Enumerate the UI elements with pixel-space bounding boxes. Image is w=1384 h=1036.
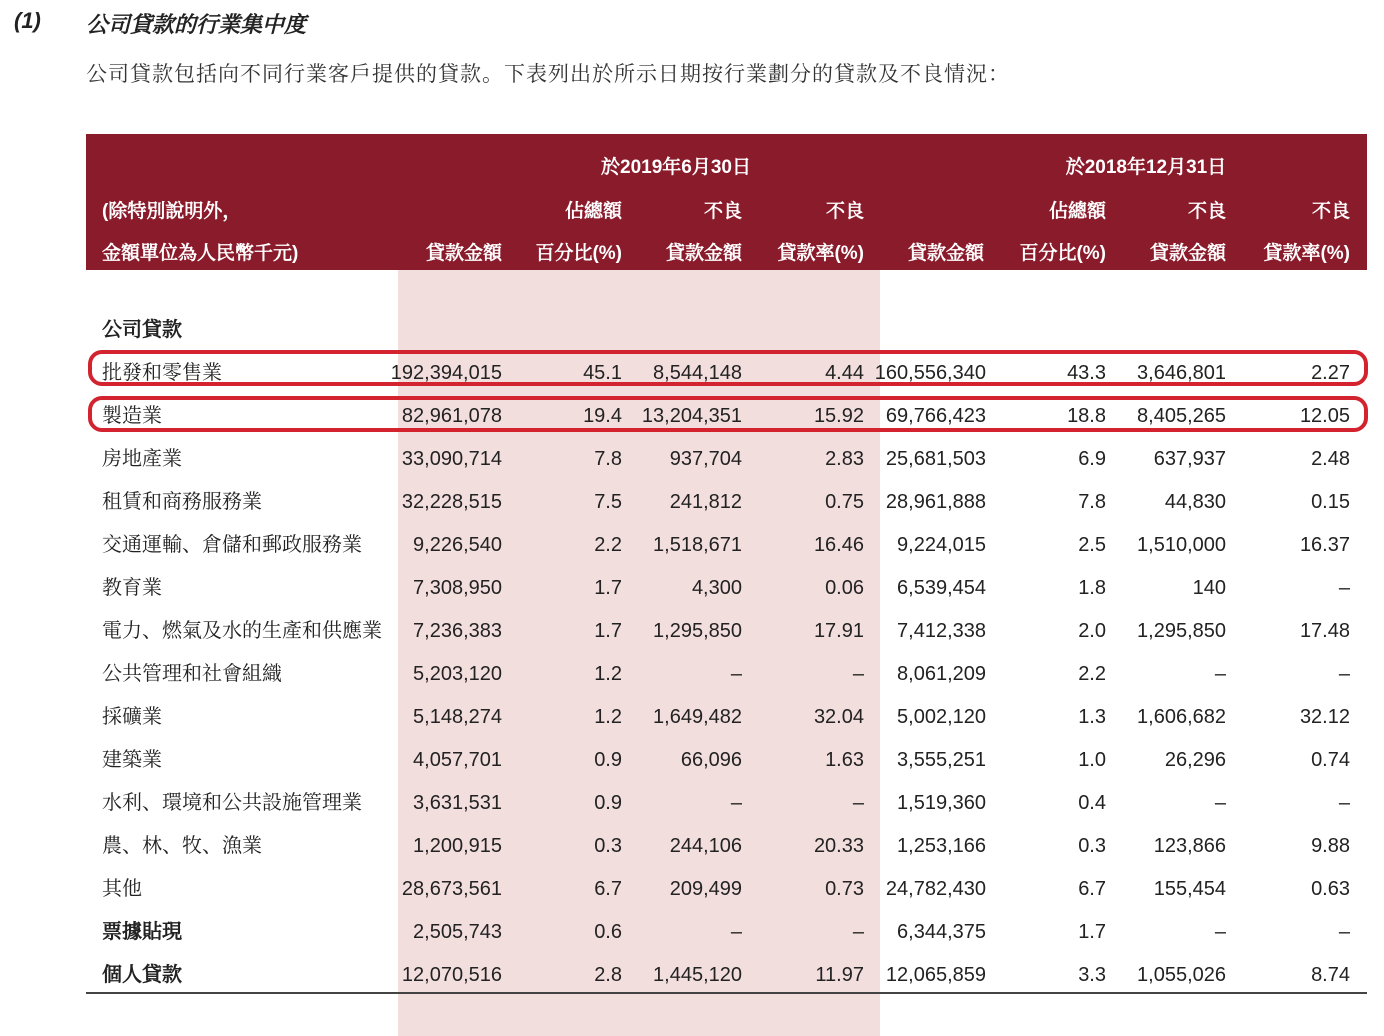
cell-r1: 0.06 [825,577,864,599]
cell-p2: 1.0 [1078,749,1106,771]
section-title: 公司貸款的行業集中度 [86,13,307,38]
col-rate-top-1: 不良 [825,201,864,222]
col-pct-bottom-1: 百分比(%) [535,243,622,264]
cell-a2: 12,065,859 [885,964,986,986]
cell-p2: 2.0 [1078,620,1106,642]
table-row [86,654,1367,694]
unit-note-line1: (除特別說明外， [102,201,242,222]
cell-p1: 1.2 [594,706,622,728]
cell-n1: 241,812 [669,491,742,513]
row-label: 製造業 [102,405,162,427]
table-row [86,955,1367,995]
cell-a1: 2,505,743 [413,921,502,943]
cell-r1: 4.44 [825,362,864,384]
table-row [86,568,1367,608]
cell-p1: 0.6 [594,921,622,943]
cell-n1: 209,499 [669,878,742,900]
cell-r1: 15.92 [813,405,864,427]
cell-n1: 1,649,482 [653,706,742,728]
cell-n2: 8,405,265 [1137,405,1226,427]
cell-p2: 2.2 [1078,663,1106,685]
cell-n2: – [1214,792,1226,814]
cell-a1: 3,631,531 [413,792,502,814]
col-loan-amount-2: 貸款金額 [907,243,984,264]
col-npl-top-2: 不良 [1187,201,1226,222]
highlight-manufacturing-row [88,396,1368,432]
cell-n2: 155,454 [1153,878,1226,900]
cell-a2: 160,556,340 [874,362,986,384]
col-npl-top-1: 不良 [703,201,742,222]
table-header [86,134,1367,270]
cell-r2: 0.63 [1311,878,1350,900]
table-row [86,912,1367,952]
cell-r2: 12.05 [1299,405,1350,427]
cell-r1: 17.91 [813,620,864,642]
cell-a2: 8,061,209 [897,663,986,685]
cell-p2: 1.7 [1078,921,1106,943]
row-label: 租賃和商務服務業 [102,491,262,513]
cell-a2: 6,344,375 [897,921,986,943]
cell-a2: 1,519,360 [897,792,986,814]
cell-r2: 0.15 [1311,491,1350,513]
cell-n2: 637,937 [1153,448,1226,470]
period1-header: 於2019年6月30日 [601,157,751,178]
cell-r1: 16.46 [813,534,864,556]
cell-r2: – [1338,577,1350,599]
cell-a1: 7,236,383 [413,620,502,642]
row-label: 其他 [102,878,142,900]
cell-a1: 33,090,714 [401,448,502,470]
cell-r1: 32.04 [813,706,864,728]
highlight-wholesale-row [88,350,1368,386]
cell-r1: 11.97 [815,964,864,986]
cell-n1: 244,106 [669,835,742,857]
cell-n2: 1,510,000 [1137,534,1226,556]
cell-r2: 2.48 [1311,448,1350,470]
cell-r2: – [1338,792,1350,814]
cell-n2: 26,296 [1164,749,1226,771]
row-label: 批發和零售業 [102,362,222,384]
cell-p2: 18.8 [1067,405,1106,427]
cell-n2: 44,830 [1164,491,1226,513]
cell-n1: 66,096 [680,749,742,771]
cell-n2: 1,295,850 [1137,620,1226,642]
row-label: 建築業 [102,749,162,771]
cell-p2: 2.5 [1078,534,1106,556]
cell-r2: 9.88 [1311,835,1350,857]
col-rate-bottom-1: 貸款率(%) [777,243,864,264]
row-label: 採礦業 [102,706,162,728]
cell-a2: 69,766,423 [885,405,986,427]
row-label: 農、林、牧、漁業 [102,835,262,857]
cell-a2: 7,412,338 [897,620,986,642]
cell-r1: – [852,792,864,814]
cell-p1: 2.2 [594,534,622,556]
cell-r1: – [852,663,864,685]
col-npl-bottom-1: 貸款金額 [665,243,742,264]
cell-p1: 1.7 [594,620,622,642]
cell-a2: 9,224,015 [897,534,986,556]
row-label: 公共管理和社會組織 [102,663,282,685]
cell-r2: 16.37 [1299,534,1350,556]
table-bottom-rule [86,992,1367,994]
cell-a1: 4,057,701 [413,749,502,771]
cell-a2: 1,253,166 [897,835,986,857]
cell-r1: 0.73 [825,878,864,900]
cell-p1: 45.1 [583,362,622,384]
col-pct-top-1: 佔總額 [564,201,622,222]
cell-p2: 7.8 [1078,491,1106,513]
cell-r2: 0.74 [1311,749,1350,771]
cell-n1: 1,518,671 [653,534,742,556]
col-loan-amount-1: 貸款金額 [425,243,502,264]
cell-n1: – [730,792,742,814]
table-row [86,740,1367,780]
cell-p2: 3.3 [1078,964,1106,986]
cell-a1: 1,200,915 [413,835,502,857]
cell-n1: 937,704 [669,448,742,470]
cell-r1: – [852,921,864,943]
cell-a1: 12,070,516 [401,964,502,986]
cell-p1: 1.7 [594,577,622,599]
col-pct-top-2: 佔總額 [1048,201,1106,222]
group-row [86,310,1367,350]
cell-r2: – [1338,921,1350,943]
cell-p2: 1.3 [1078,706,1106,728]
cell-a1: 7,308,950 [413,577,502,599]
col-npl-bottom-2: 貸款金額 [1149,243,1226,264]
row-label: 電力、燃氣及水的生產和供應業 [102,620,382,642]
cell-a2: 6,539,454 [897,577,986,599]
cell-p1: 0.9 [594,749,622,771]
cell-n2: 123,866 [1153,835,1226,857]
cell-p1: 0.9 [594,792,622,814]
cell-p1: 1.2 [594,663,622,685]
cell-n2: – [1214,663,1226,685]
cell-a1: 32,228,515 [401,491,502,513]
group-label: 公司貸款 [102,319,182,341]
period2-header: 於2018年12月31日 [1065,157,1227,178]
row-label: 水利、環境和公共設施管理業 [102,792,362,814]
cell-p1: 7.8 [594,448,622,470]
row-label: 個人貸款 [102,964,182,986]
table-row [86,611,1367,651]
unit-note-line2: 金額單位為人民幣千元) [102,243,299,264]
cell-n1: 8,544,148 [653,362,742,384]
cell-p2: 6.7 [1078,878,1106,900]
col-rate-top-2: 不良 [1311,201,1350,222]
cell-a1: 5,203,120 [413,663,502,685]
cell-p2: 0.4 [1078,792,1106,814]
table-row [86,826,1367,866]
cell-r1: 1.63 [825,749,864,771]
col-pct-bottom-2: 百分比(%) [1019,243,1106,264]
cell-n1: – [730,663,742,685]
cell-r1: 20.33 [813,835,864,857]
cell-n1: 1,445,120 [653,964,742,986]
row-label: 交通運輸、倉儲和郵政服務業 [102,534,362,556]
cell-n1: – [730,921,742,943]
cell-p1: 2.8 [594,964,622,986]
section-number: (1) [14,8,41,33]
cell-r2: 32.12 [1299,706,1350,728]
cell-a2: 28,961,888 [885,491,986,513]
cell-n1: 4,300 [691,577,742,599]
cell-p2: 43.3 [1067,362,1106,384]
table-row [86,482,1367,522]
cell-r2: 17.48 [1299,620,1350,642]
cell-a2: 3,555,251 [897,749,986,771]
cell-a2: 24,782,430 [885,878,986,900]
cell-n2: 140 [1192,577,1226,599]
cell-n2: 1,606,682 [1137,706,1226,728]
cell-p1: 6.7 [594,878,622,900]
cell-r2: – [1338,663,1350,685]
cell-a1: 9,226,540 [413,534,502,556]
cell-n1: 1,295,850 [653,620,742,642]
cell-n2: 3,646,801 [1137,362,1226,384]
cell-a1: 5,148,274 [413,706,502,728]
table-row [86,869,1367,909]
cell-r1: 2.83 [825,448,864,470]
row-label: 票據貼現 [102,921,182,943]
cell-p1: 7.5 [594,491,622,513]
table-row [86,697,1367,737]
cell-n1: 13,204,351 [641,405,742,427]
table-row [86,783,1367,823]
cell-a2: 5,002,120 [897,706,986,728]
cell-n2: – [1214,921,1226,943]
cell-r1: 0.75 [825,491,864,513]
cell-a1: 28,673,561 [401,878,502,900]
cell-p2: 6.9 [1078,448,1106,470]
table-row [86,439,1367,479]
cell-p2: 1.8 [1078,577,1106,599]
cell-a1: 82,961,078 [401,405,502,427]
cell-p1: 19.4 [583,405,622,427]
table-row [86,525,1367,565]
cell-a2: 25,681,503 [885,448,986,470]
cell-r2: 8.74 [1311,964,1350,986]
cell-p2: 0.3 [1078,835,1106,857]
cell-n2: 1,055,026 [1137,964,1226,986]
row-label: 教育業 [102,577,162,599]
cell-a1: 192,394,015 [390,362,502,384]
cell-r2: 2.27 [1311,362,1350,384]
section-intro: 公司貸款包括向不同行業客戶提供的貸款。下表列出於所示日期按行業劃分的貸款及不良情況： [86,62,1010,86]
col-rate-bottom-2: 貸款率(%) [1263,243,1350,264]
row-label: 房地產業 [102,448,182,470]
cell-p1: 0.3 [594,835,622,857]
